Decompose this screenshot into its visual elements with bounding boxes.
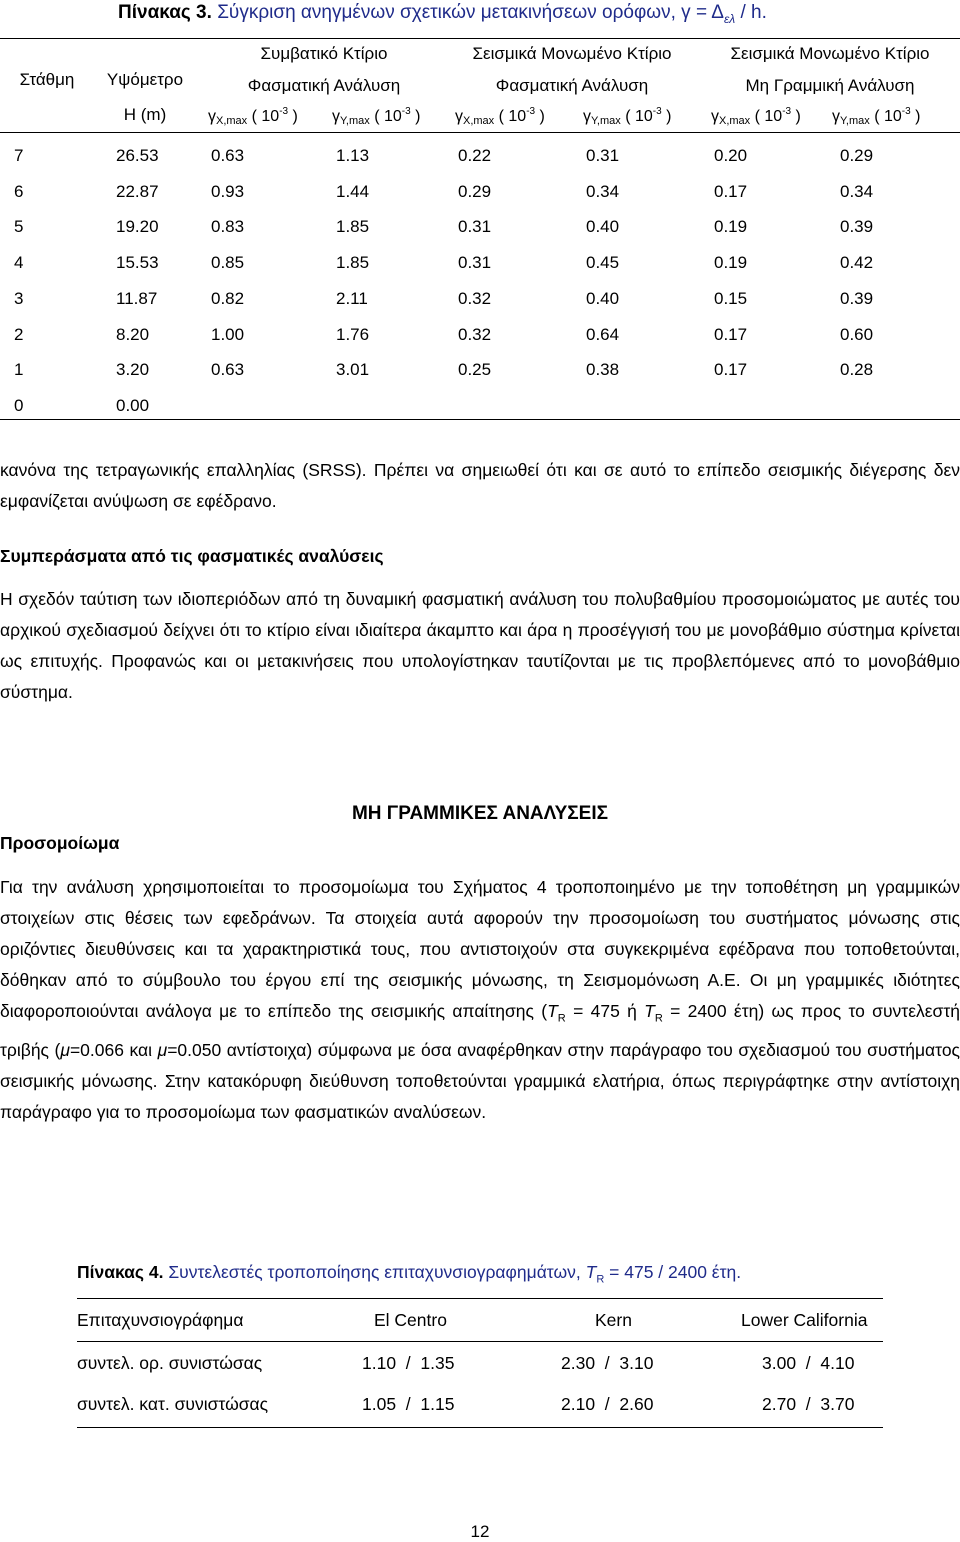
table-cell-value: 0.17 xyxy=(714,181,748,201)
header-group3-line1: Σεισμικά Μονωμένο Κτίριο xyxy=(730,44,930,63)
unit-close: ) xyxy=(910,108,921,125)
section-conclusions-heading: Συμπεράσματα από τις φασματικές αναλύσεις xyxy=(0,546,384,566)
table4-row0-elcentro: 1.10 / 1.35 xyxy=(362,1353,455,1373)
table-cell-value: 0.39 xyxy=(840,217,874,237)
gy-symbol: γ xyxy=(332,108,340,125)
header-group1-line1: Συμβατικό Κτίριο xyxy=(260,44,388,63)
unit-close: ) xyxy=(661,108,672,125)
table-cell-value: 0.22 xyxy=(458,146,492,165)
section-model-body xyxy=(0,872,960,1128)
table4-row0-kern: 2.30 / 3.10 xyxy=(561,1353,654,1373)
gy-subscript: Y,max xyxy=(340,115,370,127)
table-cell-value: 0.17 xyxy=(714,324,748,344)
table4-top-rule xyxy=(77,1298,883,1299)
table-cell-value: 0.39 xyxy=(840,288,874,308)
table-cell-value: 0.34 xyxy=(586,181,620,201)
tr1-sub: R xyxy=(557,1012,566,1025)
table-cell-level: 4 xyxy=(14,253,24,273)
table3-bottom-rule xyxy=(0,419,960,420)
header-gy-1 xyxy=(332,106,420,127)
table3-caption-label: Πίνακας 3. xyxy=(118,2,212,23)
table-cell-value: 0.60 xyxy=(840,324,874,344)
table-cell-value: 0.25 xyxy=(458,360,492,380)
table-cell-value: 1.44 xyxy=(336,181,370,201)
unit-close: ) xyxy=(410,108,421,125)
table-cell-value: 0.31 xyxy=(458,217,492,237)
header-group2-line1: Σεισμικά Μονωμένο Κτίριο xyxy=(472,44,672,63)
table4-caption-label: Πίνακας 4. xyxy=(77,1262,164,1282)
section-conclusions-body xyxy=(0,584,960,708)
header-elevation: Υψόμετρο xyxy=(106,70,184,89)
table-cell-value: 0.29 xyxy=(840,146,874,165)
tr2-value: = 2400 έτη) ως προς το συντελεστή τριβής ( xyxy=(0,1001,960,1060)
table-cell-value: 0.38 xyxy=(586,360,620,380)
unit-exp: -3 xyxy=(279,106,289,117)
unit-close: ) xyxy=(791,108,801,125)
table-cell-value: 1.00 xyxy=(211,324,245,344)
table-cell-value: 0.31 xyxy=(586,146,620,165)
table4-caption-main: Συντελεστές τροποποίησης επιταχυνσιογραφημάτων, xyxy=(163,1262,586,1282)
tr2-symbol: T xyxy=(644,1001,655,1021)
gx-subscript: X,max xyxy=(463,115,495,127)
table4-row1-label: συντελ. κατ. συνιστώσας xyxy=(77,1394,269,1414)
table-cell-elevation: 26.53 xyxy=(116,146,159,165)
table-cell-value: 1.85 xyxy=(336,217,370,237)
unit-exp: -3 xyxy=(901,106,911,117)
unit-exp: -3 xyxy=(782,106,792,117)
table-cell-value: 1.76 xyxy=(336,324,370,344)
unit-open: ( 10 xyxy=(247,108,280,125)
gx-symbol: γ xyxy=(455,108,463,125)
gx-subscript: X,max xyxy=(216,115,248,127)
paragraph-srss xyxy=(0,455,960,517)
table4-header-1: El Centro xyxy=(374,1310,447,1330)
table-cell-elevation: 15.53 xyxy=(116,253,159,273)
table-cell-elevation: 0.00 xyxy=(116,395,150,415)
unit-open: ( 10 xyxy=(369,108,402,125)
table4-caption-text xyxy=(163,1262,742,1286)
table-cell-value: 0.83 xyxy=(211,217,245,237)
tr1-symbol: T xyxy=(547,1001,558,1021)
unit-open: ( 10 xyxy=(750,108,783,125)
table-cell-value: 0.32 xyxy=(458,324,492,344)
table4-header-3: Lower California xyxy=(741,1310,868,1330)
table4-row1-kern: 2.10 / 2.60 xyxy=(561,1394,654,1414)
paragraph-srss-text: κανόνα της τετραγωνικής επαλληλίας (SRSS). Πρέπει να σημειωθεί ότι και σε αυτό το επίπεδο σεισμικής διέγερσης δεν εμφανίζεται ανύψωση σε εφέδρανο. xyxy=(0,460,960,511)
table-cell-level: 0 xyxy=(14,395,24,415)
table-cell-elevation: 3.20 xyxy=(116,360,150,380)
mu1-value: =0.066 και xyxy=(69,1039,158,1060)
unit-open: ( 10 xyxy=(869,108,902,125)
table4-row1-lowercal: 2.70 / 3.70 xyxy=(762,1394,855,1414)
header-gy-2 xyxy=(583,106,671,127)
table-cell-level: 1 xyxy=(14,360,24,380)
header-group3-line2: Μη Γραμμική Ανάλυση xyxy=(745,76,915,95)
gx-symbol: γ xyxy=(711,108,719,125)
unit-close: ) xyxy=(288,108,298,125)
table-cell-value: 0.17 xyxy=(714,360,748,380)
section-conclusions xyxy=(0,541,960,572)
table3-caption-end: / h. xyxy=(735,2,767,23)
header-gy-3 xyxy=(832,106,920,127)
table4-row1-elcentro: 1.05 / 1.15 xyxy=(362,1394,455,1414)
table4-row0-label: συντελ. ορ. συνιστώσας xyxy=(77,1353,263,1373)
header-station: Στάθμη xyxy=(19,70,75,89)
table-cell-value: 0.15 xyxy=(714,288,748,308)
header-group2-line2: Φασματική Ανάλυση xyxy=(495,76,649,95)
table3-caption-sub: ελ xyxy=(723,11,736,26)
table-cell-elevation: 11.87 xyxy=(116,288,158,308)
table-cell-elevation: 22.87 xyxy=(116,181,159,201)
unit-exp: -3 xyxy=(526,106,536,117)
table-cell-value: 0.40 xyxy=(586,288,620,308)
table-cell-value: 0.19 xyxy=(714,253,748,273)
unit-exp: -3 xyxy=(652,106,662,117)
table4-caption-T: T xyxy=(585,1262,597,1282)
table3-top-rule xyxy=(0,38,960,39)
table-cell-value: 0.85 xyxy=(211,253,245,273)
gy-symbol: γ xyxy=(583,108,591,125)
table-cell-level: 7 xyxy=(14,146,24,165)
table3-caption-main: Σύγκριση ανηγμένων σχετικών μετακινήσεων ορόφων, γ = Δ xyxy=(217,2,724,23)
table-cell-value: 0.82 xyxy=(211,288,245,308)
table-cell-value: 0.63 xyxy=(211,146,245,165)
table4-header-rule xyxy=(77,1341,883,1342)
header-elevation-unit: H (m) xyxy=(123,105,167,124)
table-cell-value: 0.19 xyxy=(714,217,748,237)
mu1-symbol: μ xyxy=(60,1039,70,1060)
table-cell-value: 0.29 xyxy=(458,181,492,201)
table4-header-2: Kern xyxy=(595,1310,632,1330)
unit-open: ( 10 xyxy=(494,108,527,125)
table-cell-value: 0.28 xyxy=(840,360,874,380)
gy-subscript: Y,max xyxy=(840,115,870,127)
section-model-subheading: Προσομοίωμα xyxy=(0,833,120,853)
gy-subscript: Y,max xyxy=(591,115,621,127)
model-text-part2: =0.050 αντίστοιχα) σύμφωνα με όσα αναφέρθηκαν στην παράγραφο του σχεδιασμού του συστήματος σεισμικής μόνωσης. Στην κατακόρυφη διεύθυνση τοποθετούνται γραμμικά ελατήρια, όπως περιγράφτηκε στην αντίστοιχη παράγραφο για το προσομοίωμα των φασματικών αναλύσεων. xyxy=(0,1039,960,1122)
table3-caption-text xyxy=(217,2,767,26)
header-gx-1 xyxy=(208,106,298,127)
tr1-value: = 475 ή xyxy=(565,1001,645,1021)
gy-symbol: γ xyxy=(832,108,840,125)
section-conclusions-text: Η σχεδόν ταύτιση των ιδιοπεριόδων από τη δυναμική φασματική ανάλυση του πολυβαθμίου προσομοιώματος με αυτές του αρχικού σχεδιασμού δείχνει ότι το κτίριο είναι ιδιαίτερα άκαμπτο και άρα η προσέγγισή του με μονοβάθμιο σύστημα κρίνεται ως επιτυχής. Προφανώς και οι μετακινήσεις που υπολογίστηκαν ταυτίζονται με τις προβλεπόμενες από το μονοβάθμιο σύστημα. xyxy=(0,589,960,702)
page-number: 12 xyxy=(470,1522,490,1541)
header-group1-line2: Φασματική Ανάλυση xyxy=(247,76,401,95)
table3-header-rule xyxy=(0,132,960,133)
table-cell-elevation: 19.20 xyxy=(116,217,159,237)
table-cell-value: 0.42 xyxy=(840,253,874,273)
table-cell-value: 0.40 xyxy=(586,217,620,237)
table4-bottom-rule xyxy=(77,1427,883,1428)
mu2-symbol: μ xyxy=(157,1039,168,1060)
table-cell-value: 1.85 xyxy=(336,253,370,273)
table-cell-value: 3.01 xyxy=(336,360,370,380)
table-cell-level: 3 xyxy=(14,288,24,308)
table-cell-elevation: 8.20 xyxy=(116,324,150,344)
unit-exp: -3 xyxy=(401,106,411,117)
gx-symbol: γ xyxy=(208,108,216,125)
table4-header-0: Επιταχυνσιογράφημα xyxy=(77,1310,244,1330)
table-cell-level: 6 xyxy=(14,181,24,201)
table-cell-value: 0.34 xyxy=(840,181,874,201)
header-gx-3 xyxy=(711,106,801,127)
tr2-sub: R xyxy=(654,1012,663,1025)
table3-caption xyxy=(118,2,767,26)
unit-close: ) xyxy=(535,108,545,125)
table-cell-value: 0.45 xyxy=(586,253,620,273)
table4-caption xyxy=(77,1262,741,1286)
table-cell-level: 5 xyxy=(14,217,24,237)
model-text-part1: Για την ανάλυση χρησιμοποιείται το προσομοίωμα του Σχήματος 4 τροποποιημένο με την τοποθέτηση μη γραμμικών στοιχείων στις θέσεις των εφεδράνων. Τα στοιχεία αυτά αφορούν την προσομοίωση του συστήματος μόνωσης στις οριζόντιες διευθύνσεις και τα χαρακτηριστικά τους, που αντιστοιχούν στα συγκεκριμένα εφέδρανα που τοποθετούνται, δόθηκαν από το σύμβουλο του έργου επί της σεισμικής μόνωσης, τη Σεισμομόνωση Α.Ε. Οι μη γραμμικές ιδιότητες διαφοροποιούνται ανάλογα με το επίπεδο της σεισμικής απαίτησης ( xyxy=(0,877,960,1021)
table4-caption-R: R xyxy=(596,1273,605,1286)
table-cell-value: 1.13 xyxy=(336,146,370,165)
gx-subscript: X,max xyxy=(719,115,751,127)
table-cell-value: 0.93 xyxy=(211,181,245,201)
table4-row0-lowercal: 3.00 / 4.10 xyxy=(762,1353,855,1373)
table4-caption-end: = 475 / 2400 έτη. xyxy=(604,1262,742,1282)
table-cell-value: 0.64 xyxy=(586,324,620,344)
table-cell-value: 0.32 xyxy=(458,288,492,308)
table-cell-value: 0.63 xyxy=(211,360,245,380)
header-gx-2 xyxy=(455,106,545,127)
section-nonlinear-title: ΜΗ ΓΡΑΜΜΙΚΕΣ ΑΝΑΛΥΣΕΙΣ xyxy=(351,803,609,824)
table-cell-value: 0.31 xyxy=(458,253,492,273)
section-model-text xyxy=(0,872,960,1128)
unit-open: ( 10 xyxy=(620,108,653,125)
table-cell-level: 2 xyxy=(14,324,24,344)
table-cell-value: 2.11 xyxy=(336,288,368,308)
table-cell-value: 0.20 xyxy=(714,146,748,165)
